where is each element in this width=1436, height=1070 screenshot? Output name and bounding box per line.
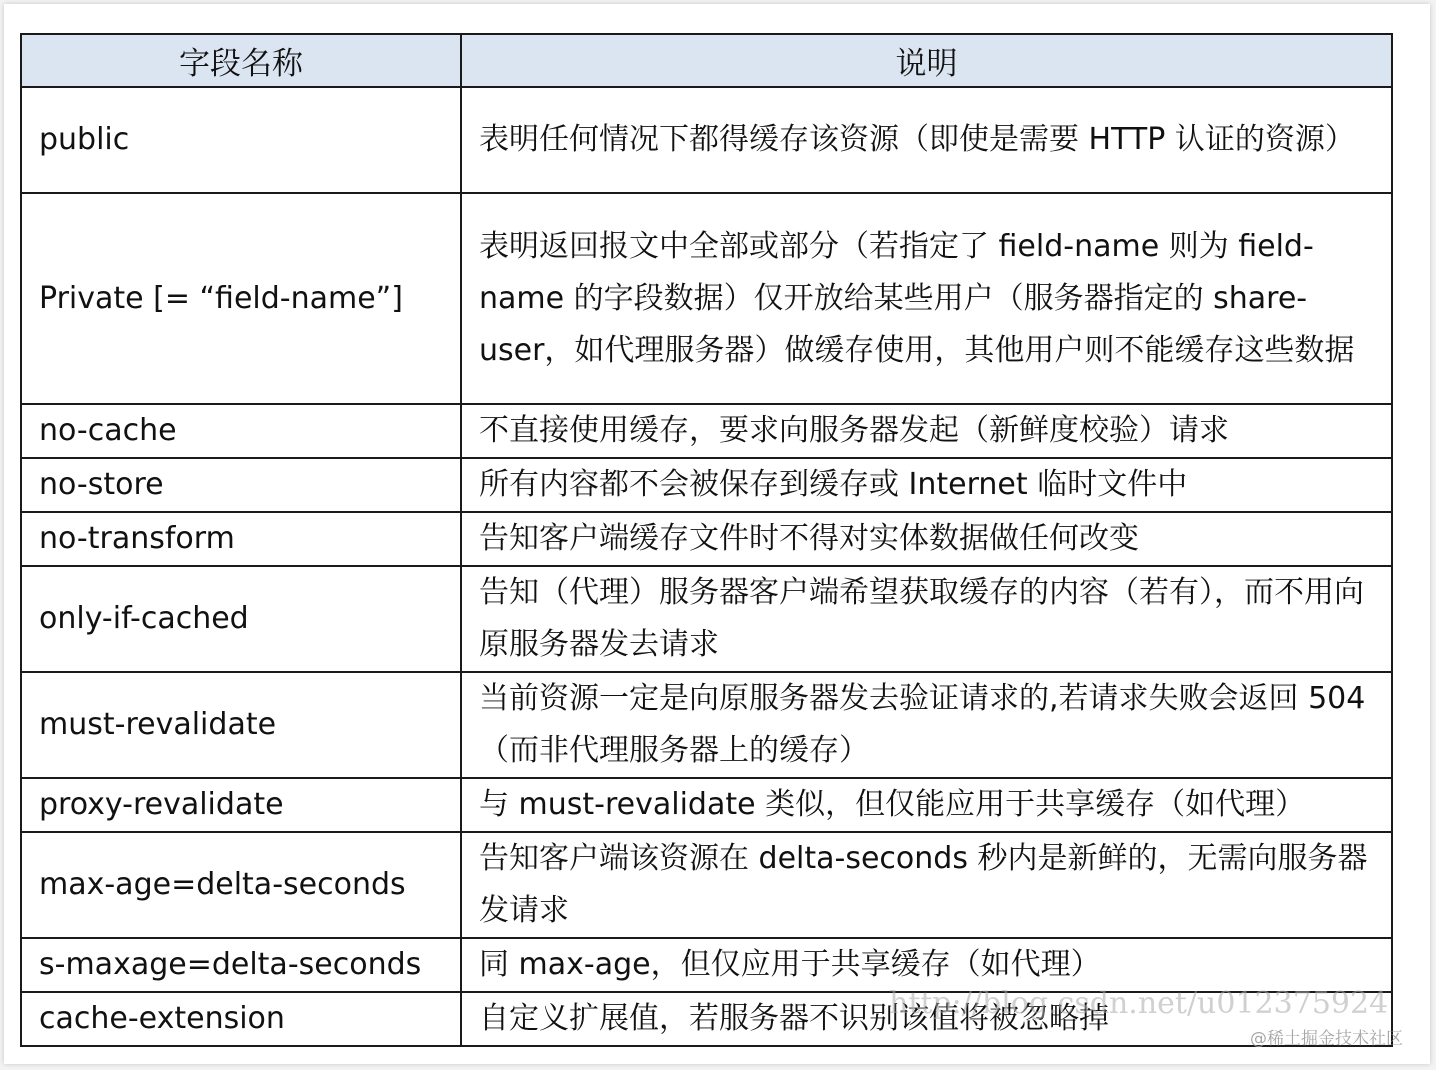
directive-description: 当前资源一定是向原服务器发去验证请求的,若请求失败会返回 504（而非代理服务器上的缓存）	[461, 672, 1392, 778]
directive-description: 表明任何情况下都得缓存该资源（即使是需要 HTTP 认证的资源）	[461, 87, 1392, 193]
directive-description: 告知客户端该资源在 delta-seconds 秒内是新鲜的，无需向服务器发请求	[461, 832, 1392, 938]
directive-name: Private [= “field-name”]	[21, 193, 461, 404]
directive-description: 表明返回报文中全部或部分（若指定了 field-name 则为 field-name 的字段数据）仅开放给某些用户（服务器指定的 share-user，如代理服务器）做缓存使用，其他用户则不能缓存这些数据	[461, 193, 1392, 404]
table-row	[21, 193, 1392, 404]
table-row	[21, 404, 1392, 458]
directive-name: cache-extension	[21, 992, 461, 1046]
directive-name: no-cache	[21, 404, 461, 458]
directive-description: 所有内容都不会被保存到缓存或 Internet 临时文件中	[461, 458, 1392, 512]
directive-description: 告知（代理）服务器客户端希望获取缓存的内容（若有），而不用向原服务器发去请求	[461, 566, 1392, 672]
directive-name: max-age=delta-seconds	[21, 832, 461, 938]
table-row	[21, 778, 1392, 832]
table-row	[21, 672, 1392, 778]
header-field-name: 字段名称	[21, 34, 461, 87]
directive-name: no-transform	[21, 512, 461, 566]
directive-name: must-revalidate	[21, 672, 461, 778]
directive-name: no-store	[21, 458, 461, 512]
table-row	[21, 458, 1392, 512]
directive-name: proxy-revalidate	[21, 778, 461, 832]
header-description: 说明	[461, 34, 1392, 87]
directive-name: only-if-cached	[21, 566, 461, 672]
blog-url-watermark: http://blog.csdn.net/u012375924	[889, 986, 1389, 1021]
directive-name: public	[21, 87, 461, 193]
table-row	[21, 938, 1392, 992]
table-row	[21, 566, 1392, 672]
site-watermark: @稀土掘金技术社区	[1250, 1029, 1403, 1049]
cache-control-directives-table	[20, 33, 1393, 1047]
directive-description: 自定义扩展值，若服务器不识别该值将被忽略掉	[461, 992, 1392, 1046]
directive-description: 告知客户端缓存文件时不得对实体数据做任何改变	[461, 512, 1392, 566]
table-row	[21, 87, 1392, 193]
directive-description: 与 must-revalidate 类似，但仅能应用于共享缓存（如代理）	[461, 778, 1392, 832]
table-row	[21, 832, 1392, 938]
table-row	[21, 512, 1392, 566]
document-page	[4, 4, 1430, 1064]
directive-description: 同 max-age，但仅应用于共享缓存（如代理）	[461, 938, 1392, 992]
table-header-row	[21, 34, 1392, 87]
directive-name: s-maxage=delta-seconds	[21, 938, 461, 992]
directive-description: 不直接使用缓存，要求向服务器发起（新鲜度校验）请求	[461, 404, 1392, 458]
